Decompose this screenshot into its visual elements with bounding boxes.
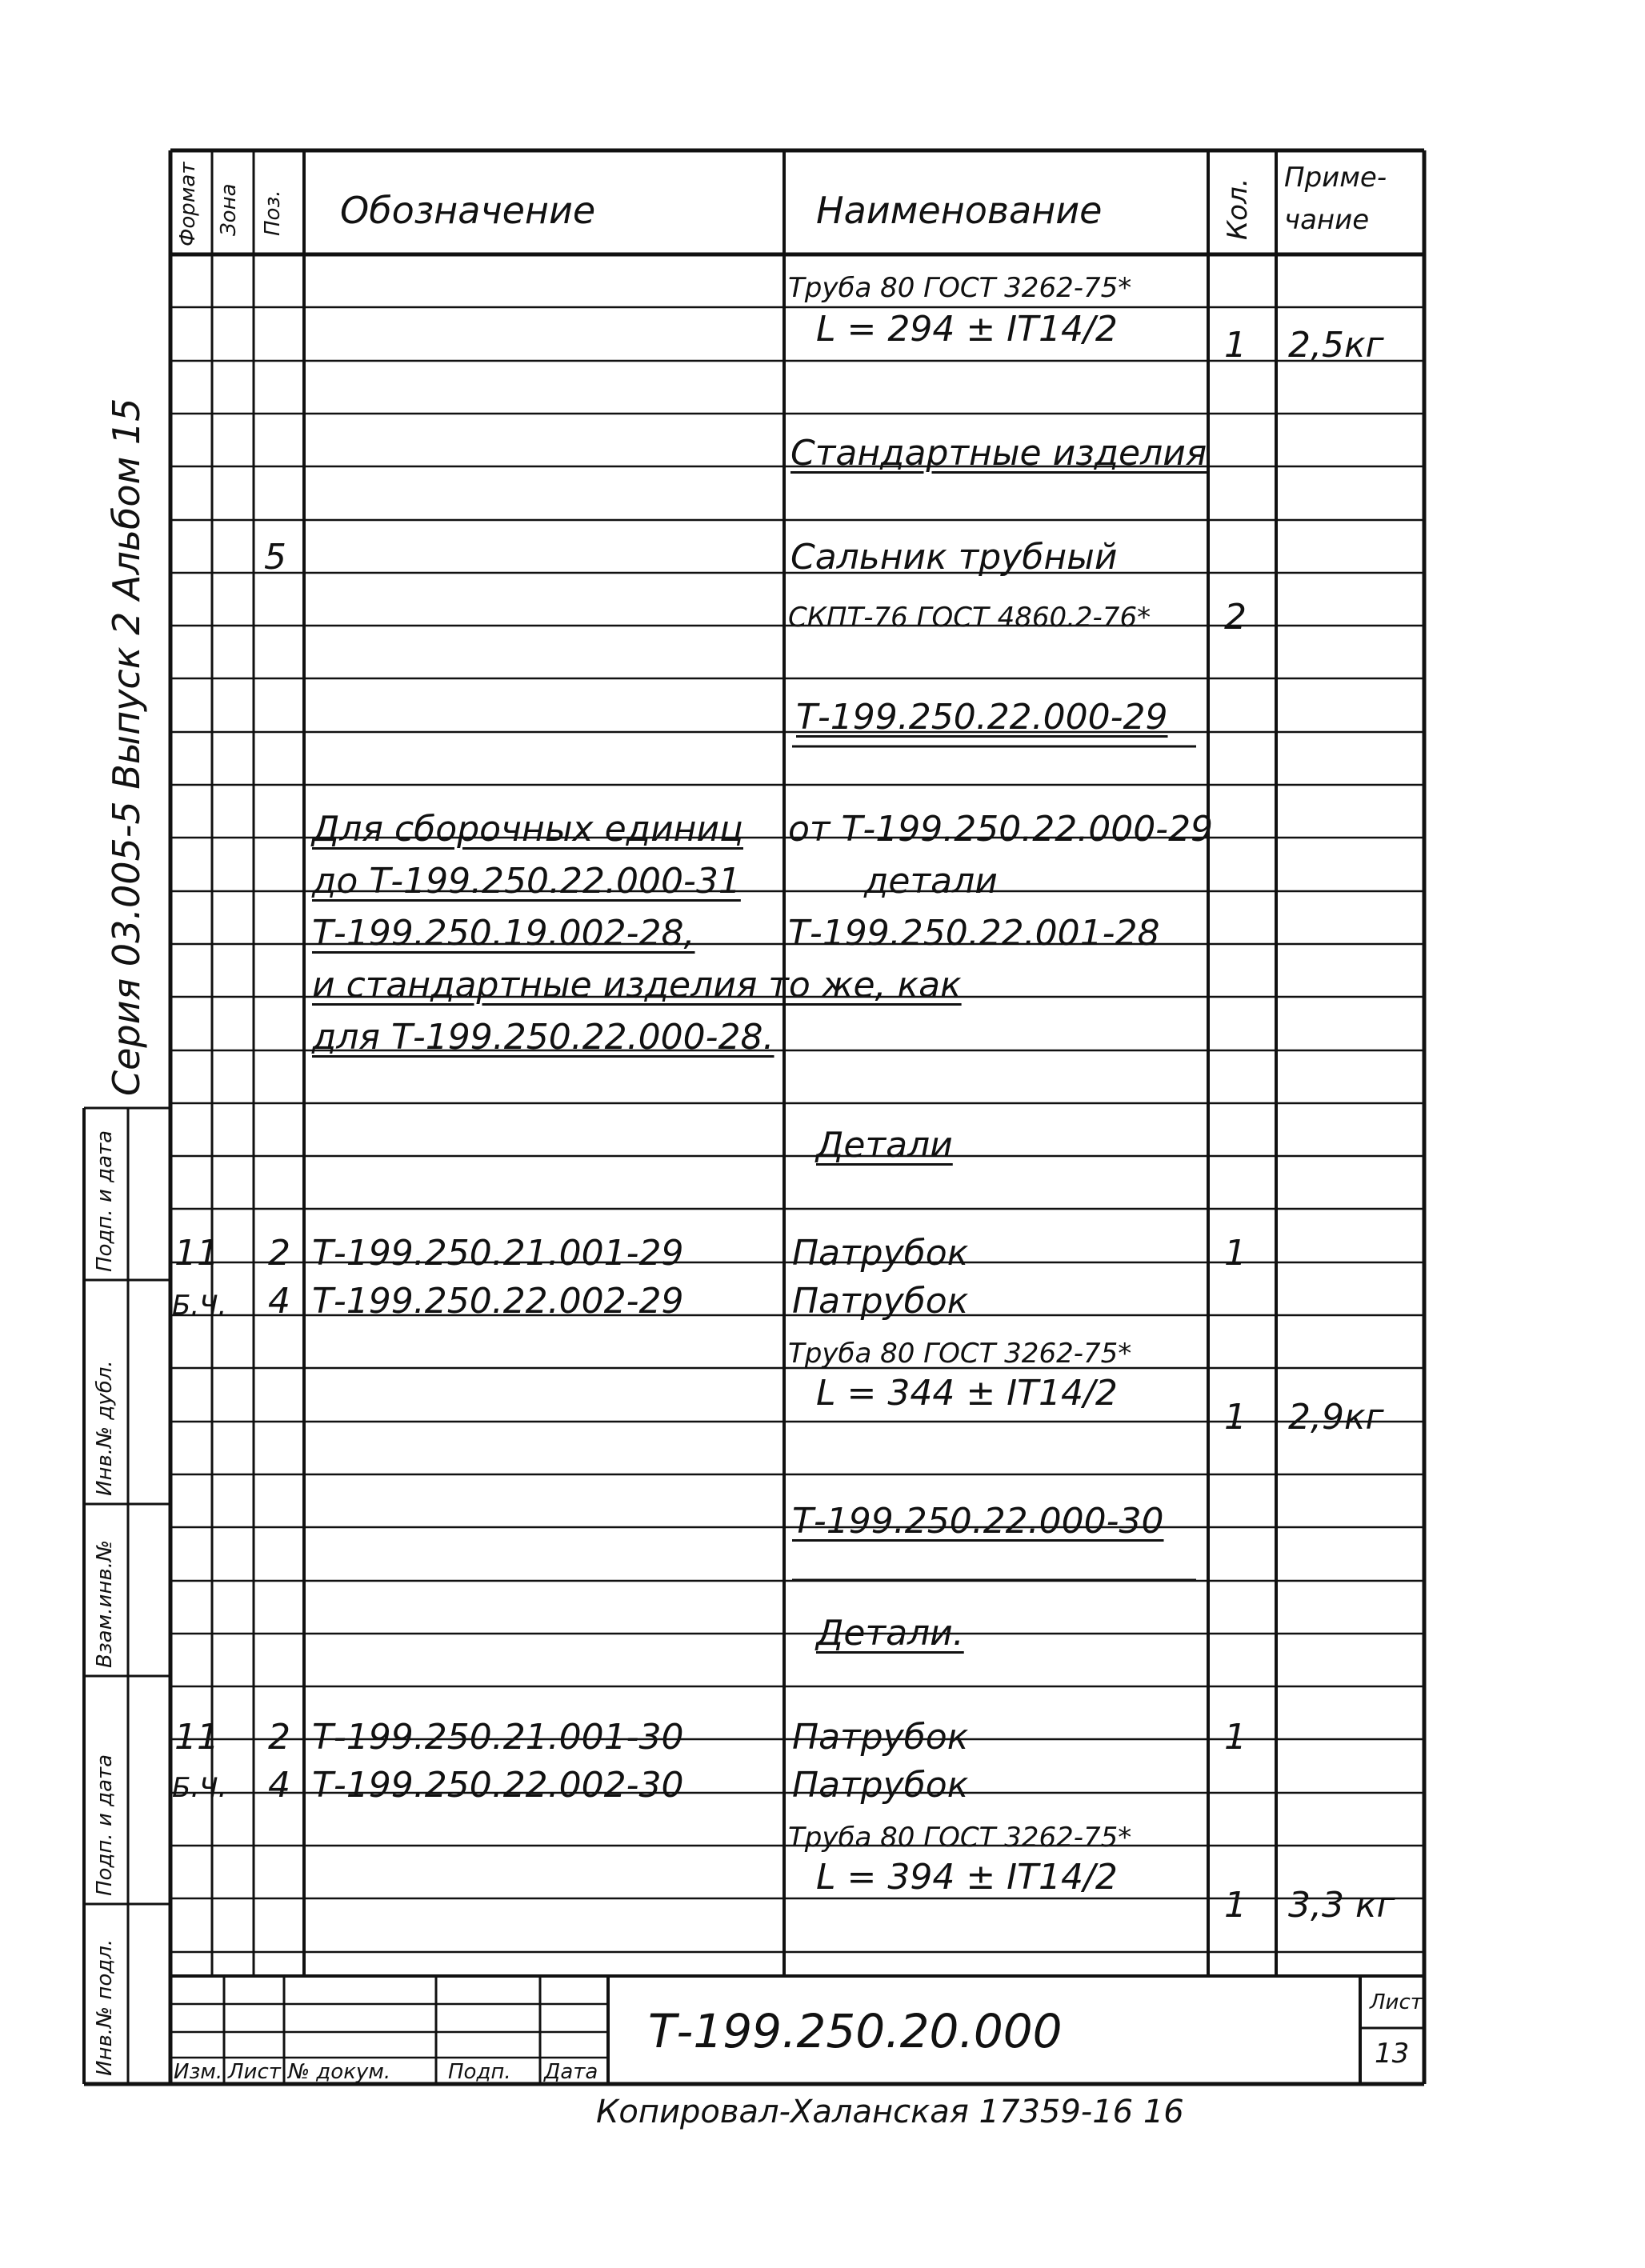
r13-name: Т-199.250.22.001-28 [788,913,1160,954]
r2-note: 2,5кг [1288,325,1384,366]
r30-note: 3,3 кг [1288,1885,1395,1926]
header-format: Формат [176,162,200,246]
r23-name: Т-199.250.22.000-30 [792,1501,1164,1542]
r12-des: до Т-199.250.22.000-31 [312,861,741,902]
r21-name: L = 344 ± IT14/2 [816,1373,1118,1414]
r27-name: Патрубок [792,1717,969,1758]
r19-fmt: Б.Ч. [172,1290,227,1322]
r30-name: L = 394 ± IT14/2 [816,1857,1118,1898]
r2-name: L = 294 ± IT14/2 [816,309,1118,350]
r13-des: Т-199.250.19.002-28, [312,913,695,954]
r18-pos: 2 [268,1233,290,1274]
tb-sign: Подп. [448,2060,511,2084]
tb-sheet-label: Лист [1370,1990,1423,2014]
r18-des: Т-199.250.21.001-29 [312,1233,684,1274]
r2-qty: 1 [1224,325,1247,366]
tb-izm: Изм. [174,2060,223,2084]
header-pos: Поз. [261,190,285,236]
r17-name: Детали [816,1125,953,1166]
r28-pos: 4 [268,1765,290,1806]
r11-des: Для сборочных единиц [312,809,743,850]
stamp-sign-date-2: Подп. и дата [93,1130,117,1272]
r7-name: СКПТ-76 ГОСТ 4860.2-76* [788,602,1151,634]
header-qty: Кол. [1222,178,1254,240]
r18-fmt: 11 [174,1233,219,1274]
tb-doc-code: Т-199.250.20.000 [648,2004,1063,2058]
r18-qty: 1 [1224,1233,1247,1274]
tb-date: Дата [544,2060,598,2084]
r11-name: от Т-199.250.22.000-29 [788,809,1214,850]
r28-fmt: Б.Ч. [172,1772,227,1804]
tb-list: Лист [228,2060,281,2084]
r9-name: Т-199.250.22.000-29 [796,697,1168,738]
r12-name: детали [864,861,998,902]
r19-des: Т-199.250.22.002-29 [312,1281,684,1322]
r30-qty: 1 [1224,1885,1247,1926]
header-note-1: Приме- [1284,162,1387,194]
stamp-sign-date-1: Подп. и дата [93,1754,117,1896]
r28-des: Т-199.250.22.002-30 [312,1765,684,1806]
header-designation: Обозначение [340,189,596,232]
r21-qty: 1 [1224,1397,1247,1438]
tb-doc-no: № докум. [288,2060,391,2084]
r6-name: Сальник трубный [790,537,1118,578]
footer-copy: Копировал-Халанская 17359-16 16 [596,2094,1184,2130]
r27-des: Т-199.250.21.001-30 [312,1717,684,1758]
header-note-2: чание [1284,204,1370,236]
r19-name: Патрубок [792,1281,969,1322]
r19-pos: 4 [268,1281,290,1322]
r1-name: Труба 80 ГОСТ 3262-75* [788,272,1132,304]
r28-name: Патрубок [792,1765,969,1806]
r21-note: 2,9кг [1288,1397,1384,1438]
r18-name: Патрубок [792,1233,969,1274]
r25-name: Детали. [816,1613,964,1654]
r27-pos: 2 [268,1717,290,1758]
r6-pos: 5 [264,537,286,578]
header-zone: Зона [217,183,241,236]
r29-name: Труба 80 ГОСТ 3262-75* [788,1822,1132,1854]
r20-name: Труба 80 ГОСТ 3262-75* [788,1338,1132,1370]
r27-fmt: 11 [174,1717,219,1758]
r27-qty: 1 [1224,1717,1247,1758]
stamp-inv-orig: Инв.№ подл. [93,1938,117,2076]
series-label: Серия 03.005-5 Выпуск 2 Альбом 15 [105,398,148,1096]
stamp-vzam-inv: Взам.инв.№ [93,1540,117,1668]
r15-text: для Т-199.250.22.000-28. [312,1017,774,1058]
tb-sheet-no: 13 [1375,2038,1410,2070]
header-name: Наименование [816,189,1103,232]
r14-text: и стандартные изделия то же, как [312,965,962,1006]
stamp-inv-dubl: Инв.№ дубл. [93,1360,117,1496]
r4-name: Стандартные изделия [790,433,1207,474]
r7-qty: 2 [1224,597,1247,638]
